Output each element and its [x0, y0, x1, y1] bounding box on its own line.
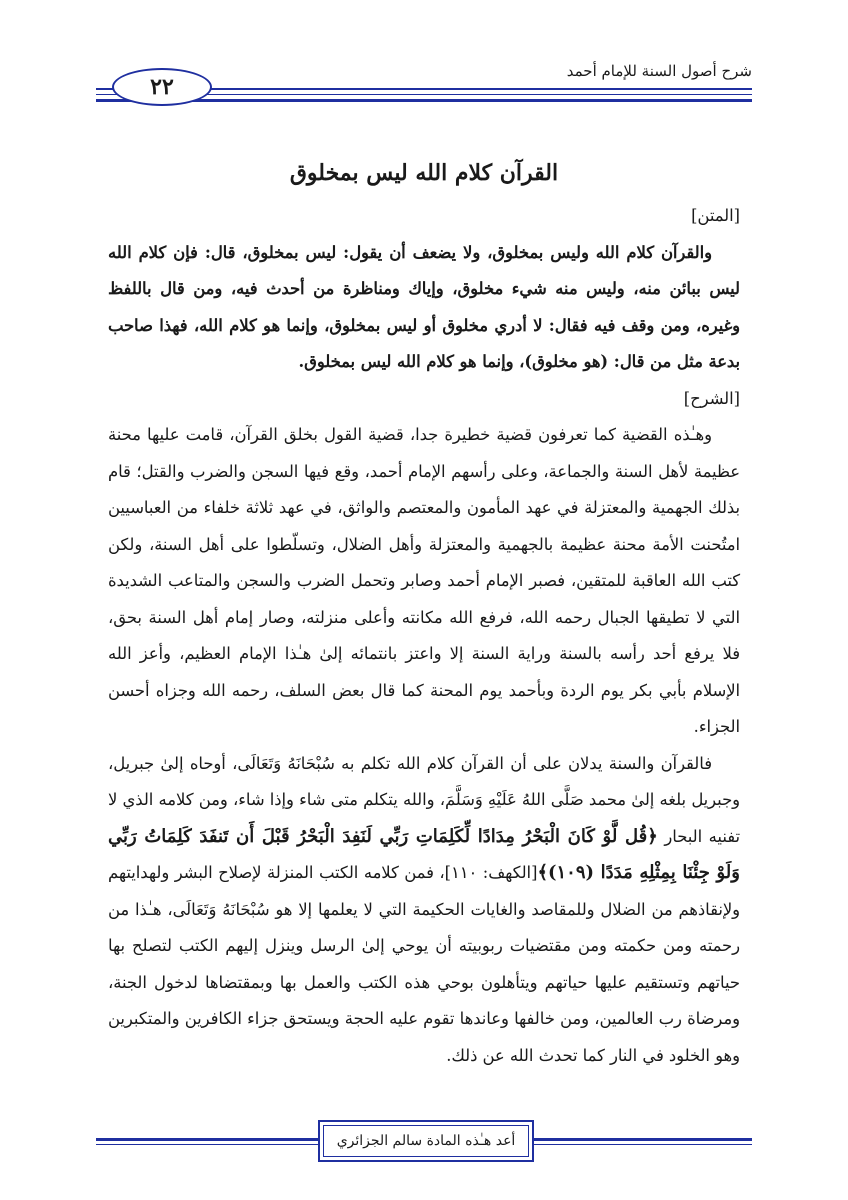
matn-text: والقرآن كلام الله وليس بمخلوق، ولا يضعف أن يقول: ليس بمخلوق، قال: فإن كلام الله ليس ببائن منه، وليس منه شيء مخلوق، وإياك ومناظرة من أحدث فيه، ومن قال باللفظ وغيره، ومن وقف فيه فقال: لا أدري مخلوق أو ليس بمخلوق، وإنما هو كلام الله، فهذا صاحب بدعة مثل من قال: (هو مخلوق)، وإنما هو كلام الله ليس بمخلوق. — [108, 242, 740, 371]
quran-verse: ﴿قُل لَّوْ كَانَ الْبَحْرُ مِدَادًا لِّكَلِمَاتِ رَبِّي لَنَفِدَ الْبَحْرُ قَبْلَ أَن تَنفَدَ كَلِمَاتُ رَبِّي وَلَوْ جِئْنَا بِمِثْلِهِ مَدَدًا (١٠٩)﴾ — [108, 825, 740, 883]
paragraph-text: فالقرآن والسنة يدلان على أن القرآن كلام الله تكلم به سُبْحَانَهُ وَتَعَالَى، أوحاه إلىٰ جبريل، وجبريل بلغه إلىٰ محمد صَلَّى اللهُ عَلَيْهِ وَسَلَّمَ، والله يتكلم متى شاء وإذا شاء، ومن كلامه الذي لا تفنيه البحار — [108, 753, 740, 846]
sharh-paragraph-1: وهـٰذه القضية كما تعرفون قضية خطيرة جدا، قضية القول بخلق القرآن، قامت عليها محنة عظيمة لأهل السنة والجماعة، وعلى رأسهم الإمام أحمد، وقع فيها السجن والضرب والقتل؛ قام بذلك الجهمية والمعتزلة في عهد المأمون والمعتصم والواثق، في عهد ثلاثة خلفاء من العباسيين امتُحنت الأمة محنة عظيمة بالجهمية والمعتزلة وأهل الضلال، وتسلّطوا على أهل السنة، ولكن كتب الله العاقبة للمتقين، فصبر الإمام أحمد وصابر وتحمل الضرب والسجن والمتاعب الشديدة التي لا تطيقها الجبال رحمه الله، فرفع الله مكانته وأعلى منزلته، وصار إمام أهل السنة بحق، فلا يرفع أحد رأسه بالسنة وراية السنة إلا واعتز بانتمائه إلىٰ هـٰذا الإمام العظيم، وأعز الله الإسلام بأبي بكر يوم الردة وبأحمد يوم المحنة كما قال بعض السلف، رحمه الله وجزاه أحسن الجزاء. — [108, 425, 740, 736]
sharh-paragraph-2 — [108, 746, 740, 1075]
book-title: شرح أصول السنة للإمام أحمد — [566, 62, 752, 80]
page-number: ٢٢ — [112, 68, 212, 106]
page-title: القرآن كلام الله ليس بمخلوق — [289, 160, 559, 186]
verse-reference: [الكهف: ١١٠] — [444, 863, 538, 882]
paragraph-text: ، فمن كلامه الكتب المنزلة لإصلاح البشر ولهدايتهم ولإنقاذهم من الضلال وللمقاصد والغايات الحكيمة التي لا يعلمها إلا هو سُبْحَانَهُ وَتَعَالَى، هـٰذا من رحمته ومن حكمته ومن مقتضيات ربوبيته أن يوحي إلىٰ الرسل وينزل إليهم الكتب لتصلح بها حياتهم وتستقيم عليها حياتهم ويتأهلون بوحي هذه الكتب والعمل بها وبمقتضاها لدخول الجنة، ومرضاة رب العالمين، ومن خالفها وعاندها تقوم عليه الحجة ويستحق جزاء الكافرين والمتكبرين وهو الخلود في النار كما تحدث الله عن ذلك. — [108, 863, 740, 1065]
matn-label: [المتن] — [691, 206, 740, 225]
sharh-label: [الشرح] — [683, 388, 740, 408]
footer-credit: أعد هـٰذه المادة سالم الجزائري — [318, 1120, 534, 1162]
page-body — [108, 198, 740, 1074]
